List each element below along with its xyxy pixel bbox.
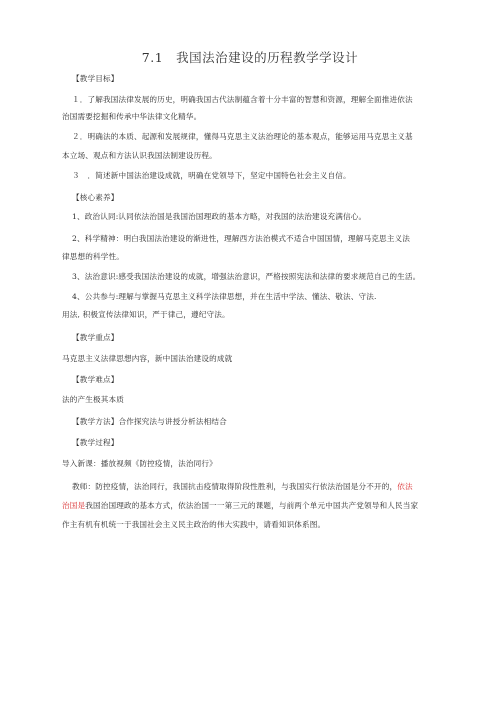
- teacher-line-2-text: 我国治国理政的基本方式，依法治国一一第三元的课题，与前两个单元中国共产党领导和人民当家: [85, 501, 419, 510]
- key-heading: 【教学重点】: [72, 333, 119, 342]
- core-4-line-2: 用法, 积极宣传法律知识，严于律己，遵纪守法。: [62, 310, 230, 319]
- goal-2-line-2: 本立场、观点和方法认识我国法制建设历程。: [62, 151, 217, 160]
- teacher-line-3: 作主有机有机统一于我国社会主义民主政治的伟大实践中，请看知识体系图。: [62, 520, 326, 529]
- teacher-line-1: [72, 481, 464, 492]
- core-2-line-1: 2、科学精神：明白我国法治建设的渐进性，理解西方法治模式不适合中国国情，理解马克思主义法: [72, 234, 410, 243]
- core-heading: 【核心素养】: [72, 193, 119, 202]
- teacher-line-1-text: 教师：防控疫情，法治同行，我国抗击疫情取得阶段性胜利，与我国实行依法治国是分不开的，: [72, 482, 398, 491]
- method-text: 【教学方法】合作探究法与讲授分析法相结合: [72, 417, 227, 426]
- core-2-line-2: 律思想的科学性。: [62, 252, 124, 261]
- difficult-heading: 【教学难点】: [72, 375, 119, 384]
- intro-text: 导入新课：播放视频《防控疫情，法治同行》: [62, 459, 217, 468]
- teacher-line-2-highlight: 治国是: [62, 501, 86, 510]
- goal-3: ３ ．简述新中国法治建设成就，明确在党领导下，坚定中国特色社会主义自信。: [72, 171, 351, 180]
- goal-1-line-2: 治国需要挖掘和传承中华法律文化精华。: [62, 112, 202, 121]
- teacher-line-2: [62, 500, 454, 511]
- difficult-text: 法的产生极其本质: [62, 395, 124, 404]
- core-1: 1、政治认同:认同依法治国是我国治国理政的基本方略，对我国的法治建设充满信心。: [72, 212, 367, 221]
- core-3: 3、法治意识:感受我国法治建设的成就，增强法治意识，严格按照宪法和法律的要求规范自己的生活。: [72, 272, 421, 281]
- core-4-line-1: 4、公共参与:理解与掌握马克思主义科学法律思想，并在生活中学法、懂法、敬法、守法.: [72, 292, 377, 301]
- goal-1-line-1: １．了解我国法律发展的历史，明确我国古代法制蕴含着十分丰富的智慧和资源，理解全面推进依法: [72, 95, 413, 104]
- document-title: 7.1 我国法治建设的历程教学学设计: [141, 50, 359, 65]
- goals-heading: 【教学目标】: [72, 74, 119, 83]
- process-heading: 【教学过程】: [72, 438, 119, 447]
- teacher-line-1-highlight: 依法: [397, 482, 413, 491]
- key-text: 马克思主义法律思想内容，新中国法治建设的成就: [62, 354, 233, 363]
- goal-2-line-1: ２．明确法的本质、起源和发展规律，懂得马克思主义法治理论的基本观点，能够运用马克思主义基: [72, 132, 413, 141]
